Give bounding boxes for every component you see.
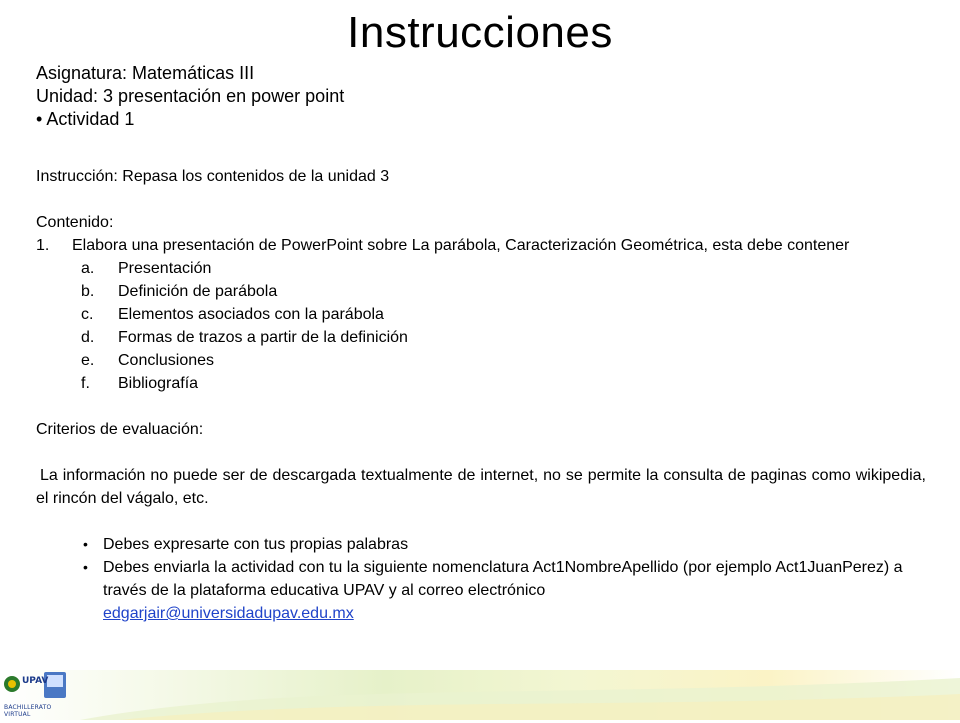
bullet-item [83,533,926,556]
numbered-item [36,234,926,257]
sub-letter: f. [81,375,90,392]
item-text: Elabora una presentación de PowerPoint sobre La parábola, Caracterización Geométrica, esta debe contener [72,237,850,254]
instructions-body [36,165,926,625]
slide-header-block [36,62,344,131]
activity-label: Actividad 1 [46,109,135,129]
sub-text: Conclusiones [118,352,215,369]
sub-item [81,257,926,280]
bullet-text: Debes expresarte con tus propias palabras [103,536,409,553]
activity-line [36,108,344,131]
sub-item [81,326,926,349]
logo-text: UPAV [22,676,49,686]
criteria-label: Criterios de evaluación: [36,421,204,438]
sub-text: Formas de trazos a partir de la definición [118,329,408,346]
content-label: Contenido: [36,214,114,231]
bullet-item [83,556,926,625]
sub-letter: d. [81,329,95,346]
footer-swoosh-graphic [0,670,960,720]
sub-letter: b. [81,283,95,300]
slide-title: Instrucciones [347,8,613,57]
bullet-text-group [103,556,926,625]
sub-item [81,349,926,372]
criteria-paragraph: La información no puede ser de descargada textualmente de internet, no se permite la consulta de paginas como wikipedia, el rincón del vágalo, etc. [36,467,926,507]
bullet-text: Debes enviarla la actividad con tu la siguiente nomenclatura Act1NombreApellido (por ejemplo Act1JuanPerez) a través de la plataforma educativa UPAV y al correo electrónico [103,559,903,599]
sub-text: Elementos asociados con la parábola [118,306,384,323]
criteria-bullets [83,533,926,625]
sub-list [81,257,926,395]
sub-letter: c. [81,306,94,323]
sub-text: Definición de parábola [118,283,278,300]
sub-text: Bibliografía [118,375,199,392]
criteria-text [36,464,926,510]
unit-line: Unidad: 3 presentación en power point [36,86,345,106]
email-link[interactable]: edgarjair@universidadupav.edu.mx [103,605,354,622]
item-number: 1. [36,237,50,254]
bullet-dot-icon: • [83,536,88,552]
logo-subtitle: BACHILLERATO VIRTUAL [4,704,52,718]
upav-logo [2,668,72,718]
sub-item [81,280,926,303]
sub-item [81,372,926,395]
sub-text: Presentación [118,260,212,277]
subject-line: Asignatura: Matemáticas III [36,63,255,83]
footer-band [0,670,960,720]
bullet-dot-icon: • [83,559,88,575]
instruction-line: Instrucción: Repasa los contenidos de la unidad 3 [36,168,390,185]
sub-letter: a. [81,260,95,277]
sub-letter: e. [81,352,95,369]
sub-item [81,303,926,326]
